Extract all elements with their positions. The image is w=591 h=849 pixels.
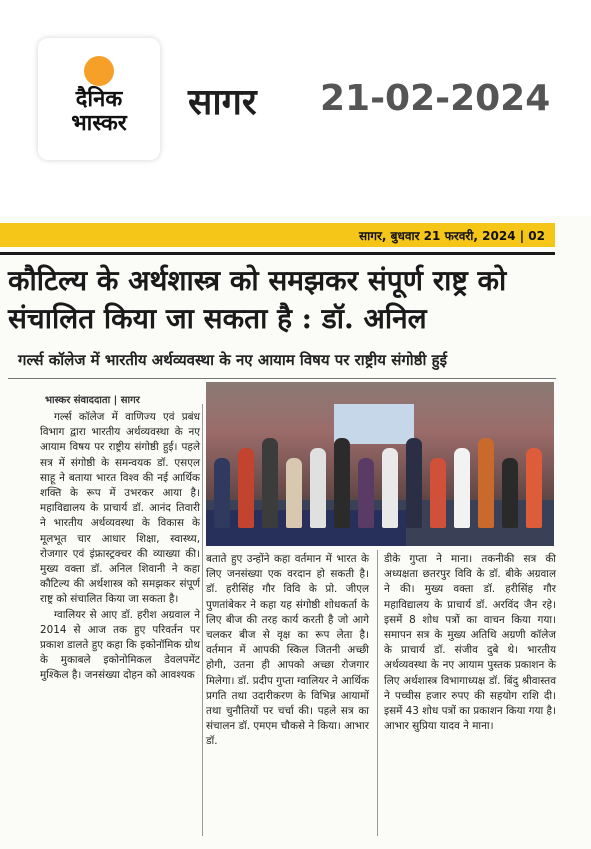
event-photo [206,382,554,546]
photo-person [430,458,446,528]
article-subheadline: गर्ल्स कॉलेज में भारतीय अर्थव्यवस्था के नए आयाम विषय पर राष्ट्रीय संगोष्ठी हुई [18,351,447,369]
edition-date: 21-02-2024 [320,78,551,119]
logo-text: दैनिक भास्कर [71,87,127,136]
photo-person [214,458,230,528]
audience-chairs [206,510,406,546]
photo-person [406,438,422,528]
photo-person [262,438,278,528]
article-paragraph: ग्वालियर से आए डॉ. हरीश अग्रवाल ने 2014 से आज तक हुए परिवर्तन पर प्रकाश डालते हुए कहा कि इकोनॉमिक ग्रोथ के मुकाबले इकोनोमिकल डेवलपमेंट मुश्किल है। जनसंख्या दोहन को आवश्यक [40,608,200,682]
article-paragraph: गर्ल्स कॉलेज में वाणिज्य एवं प्रबंध विभाग द्वारा भारतीय अर्थव्यवस्था के नए आयाम विषय पर राष्ट्रीय संगोष्ठी हुई। पहले सत्र में संगोष्ठी के समन्वयक डॉ. एसएल साहू ने बताया भारत विश्व की नई आर्थिक शक्ति के रूप में उभरकर आया है। महाविद्यालय के प्राचार्य डॉ. आनंद तिवारी ने भारतीय अर्थव्यवस्था के विकास के मूलभूत चार आधार शिक्षा, स्वास्थ्य, रोजगार एवं इंफ्रास्ट्रक्चर की व्याख्या की। मुख्य वक्ता डॉ. अनिल शिवानी ने कहा कौटिल्य की अर्थशास्त्र को समझकर संपूर्ण राष्ट्र को संचालित किया जा सकता है। [40,411,200,606]
column-divider [202,404,203,836]
article-column-2 [206,552,369,838]
photo-person [358,458,374,528]
photo-person [526,448,542,528]
photo-person [334,438,350,528]
photo-person [310,448,326,528]
photo-person [238,448,254,528]
photo-person [382,448,398,528]
edition-city: सागर [188,82,257,123]
article-paragraph: बताते हुए उन्होंने कहा वर्तमान में भारत के लिए जनसंख्या एक वरदान हो सकती है। डॉ. हरीसिंह गौर विवि के प्रो. जीएल पुणतांबेकर ने कहा यह संगोष्ठी शोधकर्ता के लिए बीज की तरह कार्य करती है जो आगे चलकर बीज से वृक्ष का रूप लेता है। वर्तमान में आपकी स्किल जितनी अच्छी होगी, उतना ही आपको अच्छा रोजगार मिलेगा। डॉ. प्रदीप गुप्ता ग्वालियर ने आर्थिक प्रगति तथा उदारीकरण के विभिन्न आयामों तथा चुनौतियों पर चर्चा की। पहले सत्र का संचालन डॉ. एमएम चौकसे ने किया। आभार डॉ. [206,553,369,748]
photo-person [502,458,518,528]
article-column-1 [40,410,200,838]
article-byline: भास्कर संवाददाता | सागर [45,395,140,406]
photo-person [286,458,302,528]
photo-person [478,438,494,528]
sun-logo-icon [84,56,114,86]
article-column-3 [384,552,556,838]
article-paragraph: डीके गुप्ता ने माना। तकनीकी सत्र की अध्यक्षता छतरपुर विवि के डॉ. बीके अग्रवाल ने की। मुख्य वक्ता डॉ. हरीसिंह गौर महाविद्यालय के प्राचार्य डॉ. अरविंद जैन रहे। इसमें 8 शोध पत्रों का वाचन किया गया। समापन सत्र के मुख्य अतिथि अग्रणी कॉलेज के प्राचार्य डॉ. संजीव दुबे थे। भारतीय अर्थव्यवस्था के नए आयाम पुस्तक प्रकाशन के लिए अर्थशास्त्र विभागाध्यक्ष डॉ. बिंदु श्रीवास्तव ने पच्चीस हजार रुपए की सहयोग राशि दी। इसमें 43 शोध पत्रों का प्रकाशन किया गया है। आभार सुप्रिया यादव ने माना। [384,553,556,733]
column-divider [377,550,378,836]
article-headline: कौटिल्य के अर्थशास्त्र को समझकर संपूर्ण राष्ट्र को संचालित किया जा सकता है : डॉ. अनिल [8,264,507,335]
photo-person [454,448,470,528]
divider [8,378,556,379]
dainik-bhaskar-logo [38,38,160,160]
page-strip [0,223,555,247]
page-dateline: सागर, बुधवार 21 फरवरी, 2024 | 02 [358,229,545,243]
divider [0,252,555,255]
